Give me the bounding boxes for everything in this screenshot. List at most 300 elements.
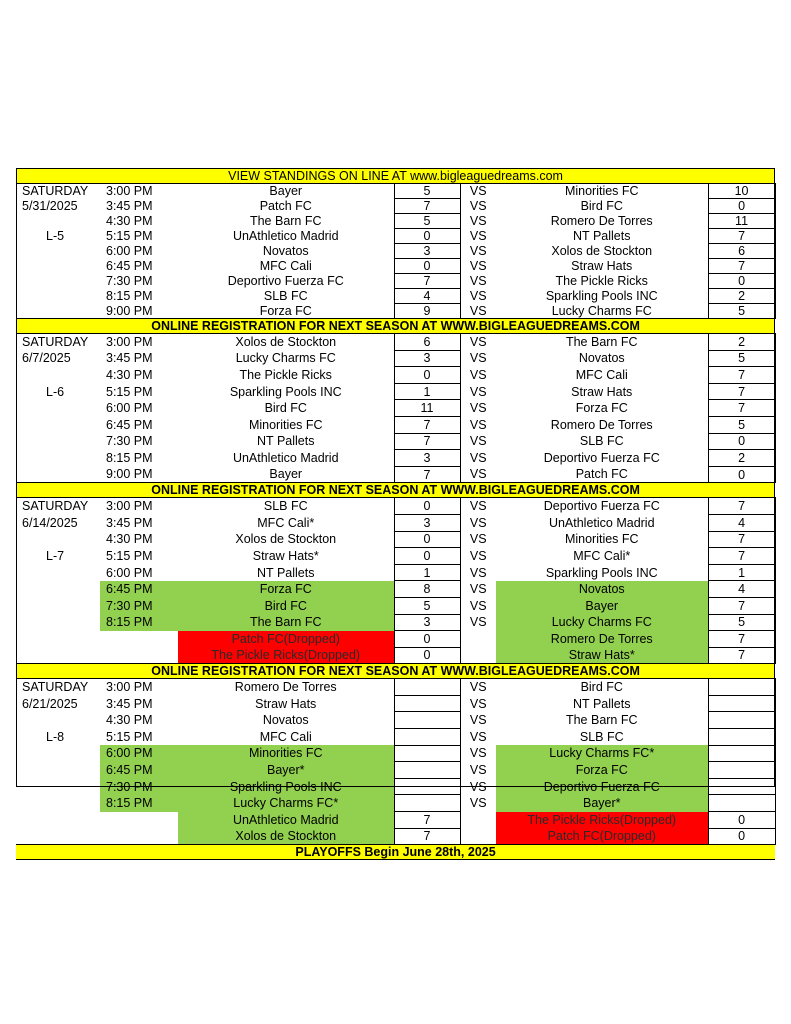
game-time: 9:00 PM (106, 467, 153, 482)
vs-label: VS (469, 515, 487, 530)
away-score: 4 (708, 514, 775, 531)
vs-label (460, 812, 496, 829)
away-score: 2 (708, 450, 775, 467)
home-team: Novatos (262, 244, 309, 258)
vs-label (460, 631, 496, 648)
home-score (394, 729, 460, 746)
home-score: 3 (394, 514, 460, 531)
away-score: 7 (708, 631, 775, 648)
vs-label (460, 828, 496, 845)
home-score: 5 (394, 597, 460, 614)
away-score: 5 (708, 350, 775, 367)
home-team: Patch FC (259, 199, 312, 213)
away-score: 2 (708, 334, 775, 351)
away-team: Novatos (578, 351, 625, 366)
home-score: 0 (394, 531, 460, 548)
home-team: Patch FC(Dropped) (178, 631, 394, 648)
home-team: MFC Cali* (257, 515, 315, 530)
game-row (16, 564, 775, 581)
vs-label: VS (469, 696, 487, 711)
home-score: 3 (394, 450, 460, 467)
away-team: Patch FC(Dropped) (496, 828, 708, 845)
home-team: Minorities FC (248, 417, 323, 432)
home-score: 7 (394, 828, 460, 845)
home-team: NT Pallets (257, 565, 315, 580)
home-score (394, 712, 460, 729)
week-date: 5/31/2025 (22, 199, 78, 213)
game-row (16, 531, 775, 548)
away-team: MFC Cali* (573, 548, 631, 563)
week-label-cell (16, 564, 100, 581)
away-score: 5 (708, 614, 775, 631)
away-team: Minorities FC (564, 532, 639, 547)
home-team: Forza FC (178, 581, 394, 598)
game-time (100, 828, 178, 845)
week-label-cell (16, 416, 100, 433)
away-team: Straw Hats (571, 259, 633, 273)
week-label-cell (16, 631, 100, 648)
home-team: Xolos de Stockton (178, 828, 394, 845)
home-score: 5 (394, 214, 460, 229)
away-score: 7 (708, 383, 775, 400)
home-score: 0 (394, 631, 460, 648)
game-row (16, 548, 775, 565)
game-time: 7:30 PM (100, 778, 178, 795)
registration-banner-text: ONLINE REGISTRATION FOR NEXT SEASON AT WWW.BIGLEAGUEDREAMS.COM (16, 483, 775, 498)
vs-label (460, 647, 496, 664)
away-score: 0 (708, 433, 775, 450)
game-row (16, 383, 775, 400)
home-team: Bird FC (264, 401, 307, 416)
home-score: 7 (394, 416, 460, 433)
vs-label: VS (469, 779, 487, 794)
registration-banner (16, 319, 775, 334)
week-league: L-8 (46, 729, 65, 744)
away-score (708, 745, 775, 762)
game-time: 3:45 PM (106, 199, 153, 213)
home-team: Sparkling Pools INC (229, 384, 342, 399)
away-team: NT Pallets (573, 696, 631, 711)
home-score: 3 (394, 614, 460, 631)
away-team: Deportivo Fuerza FC (543, 499, 660, 514)
week-label-cell (16, 450, 100, 467)
vs-label: VS (469, 244, 487, 258)
away-score: 0 (708, 812, 775, 829)
schedule-table (16, 168, 776, 860)
away-score (708, 729, 775, 746)
game-row (16, 729, 775, 746)
game-time (100, 631, 178, 648)
away-score: 7 (708, 647, 775, 664)
away-score: 5 (708, 304, 775, 319)
away-score: 4 (708, 581, 775, 598)
vs-label: VS (469, 532, 487, 547)
game-row (16, 450, 775, 467)
game-row (16, 416, 775, 433)
week-date: 6/21/2025 (22, 696, 78, 711)
week-day: SATURDAY (22, 680, 89, 695)
standings-banner (16, 169, 775, 184)
away-team: UnAthletico Madrid (548, 515, 655, 530)
game-row (16, 184, 775, 199)
away-score (708, 712, 775, 729)
game-time: 4:30 PM (106, 214, 153, 228)
game-row (16, 795, 775, 812)
home-score: 7 (394, 433, 460, 450)
away-score: 11 (708, 214, 775, 229)
home-score: 11 (394, 400, 460, 417)
playoffs-banner (16, 845, 775, 860)
home-score (394, 679, 460, 696)
week-label-cell (16, 304, 100, 319)
vs-label: VS (469, 384, 487, 399)
game-time: 5:15 PM (106, 384, 153, 399)
vs-label: VS (469, 615, 487, 630)
home-team: The Barn FC (249, 214, 322, 228)
away-team: Straw Hats* (496, 647, 708, 664)
vs-label: VS (469, 274, 487, 288)
home-team: Novatos (262, 713, 309, 728)
away-score: 7 (708, 597, 775, 614)
game-row (16, 289, 775, 304)
game-row (16, 812, 775, 829)
game-time: 5:15 PM (106, 729, 153, 744)
game-time: 8:15 PM (100, 795, 178, 812)
vs-label: VS (469, 450, 487, 465)
game-row (16, 581, 775, 598)
schedule-sheet (16, 168, 775, 860)
week-label-cell (16, 597, 100, 614)
home-team: Bayer* (178, 762, 394, 779)
home-team: Sparkling Pools INC (178, 778, 394, 795)
game-row (16, 367, 775, 384)
home-team: SLB FC (263, 289, 308, 303)
away-team: Straw Hats (571, 384, 633, 399)
week-label-cell (16, 581, 100, 598)
away-team: Romero De Torres (550, 417, 653, 432)
vs-label: VS (469, 289, 487, 303)
game-row (16, 778, 775, 795)
away-score: 7 (708, 229, 775, 244)
game-row (16, 498, 775, 515)
game-time: 3:00 PM (106, 680, 153, 695)
week-label-cell (16, 531, 100, 548)
home-team: Lucky Charms FC (235, 351, 336, 366)
game-row (16, 828, 775, 845)
game-row (16, 350, 775, 367)
week-day: SATURDAY (22, 499, 89, 514)
vs-label: VS (469, 680, 487, 695)
game-time: 8:15 PM (106, 289, 153, 303)
away-team: Lucky Charms FC* (496, 745, 708, 762)
game-row (16, 614, 775, 631)
game-row (16, 647, 775, 664)
away-score (708, 679, 775, 696)
away-team: Bird FC (580, 680, 623, 695)
away-score: 0 (708, 199, 775, 214)
week-label-cell (16, 259, 100, 274)
home-score: 0 (394, 229, 460, 244)
registration-banner (16, 483, 775, 498)
vs-label: VS (469, 548, 487, 563)
away-team: Novatos (496, 581, 708, 598)
away-team: Patch FC (575, 467, 628, 482)
away-score: 7 (708, 259, 775, 274)
game-time: 6:45 PM (106, 259, 153, 273)
week-label-cell (16, 647, 100, 664)
week-label-cell (16, 614, 100, 631)
week-league: L-6 (46, 384, 65, 399)
week-date: 6/14/2025 (22, 515, 78, 530)
vs-label: VS (469, 214, 487, 228)
week-league: L-5 (46, 229, 65, 243)
vs-label: VS (469, 434, 487, 449)
week-label-cell (16, 244, 100, 259)
home-team: UnAthletico Madrid (178, 812, 394, 829)
game-row (16, 631, 775, 648)
week-label-cell (16, 778, 100, 795)
home-score: 3 (394, 350, 460, 367)
home-team: UnAthletico Madrid (232, 229, 339, 243)
home-team: NT Pallets (257, 434, 315, 449)
away-team: Lucky Charms FC (496, 614, 708, 631)
game-time: 3:00 PM (106, 184, 153, 199)
game-time: 3:00 PM (106, 499, 153, 514)
away-team: Sparkling Pools INC (545, 289, 658, 303)
away-team: Romero De Torres (496, 631, 708, 648)
week-label-cell (16, 795, 100, 812)
week-label-cell (16, 466, 100, 483)
home-team: Xolos de Stockton (235, 335, 337, 350)
home-team: MFC Cali (259, 729, 312, 744)
vs-label: VS (469, 467, 487, 482)
standings-banner-text: VIEW STANDINGS ON LINE AT www.bigleaguedreams.com (16, 169, 775, 184)
home-score: 7 (394, 199, 460, 214)
home-team: Straw Hats* (252, 548, 319, 563)
game-row (16, 244, 775, 259)
home-score (394, 745, 460, 762)
game-row (16, 597, 775, 614)
registration-banner (16, 664, 775, 679)
home-score (394, 795, 460, 812)
away-score: 1 (708, 564, 775, 581)
game-time: 5:15 PM (106, 548, 153, 563)
vs-label: VS (469, 303, 487, 318)
home-score: 6 (394, 334, 460, 351)
home-team: SLB FC (263, 499, 308, 514)
game-row (16, 433, 775, 450)
away-team: Xolos de Stockton (551, 244, 653, 258)
game-time: 8:15 PM (106, 450, 153, 465)
away-team: Bird FC (580, 199, 623, 213)
home-score: 0 (394, 548, 460, 565)
game-time: 7:30 PM (106, 434, 153, 449)
home-score: 8 (394, 581, 460, 598)
home-team: Deportivo Fuerza FC (227, 274, 344, 288)
home-score: 0 (394, 647, 460, 664)
away-team: Forza FC (575, 401, 628, 416)
game-row (16, 679, 775, 696)
home-team: Bayer (269, 184, 303, 199)
vs-label: VS (469, 259, 487, 273)
game-time: 6:00 PM (106, 401, 153, 416)
away-score (708, 762, 775, 779)
week-league: L-7 (46, 548, 65, 563)
home-score: 1 (394, 383, 460, 400)
away-score: 6 (708, 244, 775, 259)
home-score: 9 (394, 304, 460, 319)
away-team: Forza FC (496, 762, 708, 779)
game-time: 6:45 PM (100, 762, 178, 779)
home-score (394, 778, 460, 795)
game-row (16, 274, 775, 289)
registration-banner-text: ONLINE REGISTRATION FOR NEXT SEASON AT WWW.BIGLEAGUEDREAMS.COM (16, 664, 775, 679)
home-score: 1 (394, 564, 460, 581)
game-time: 3:45 PM (106, 351, 153, 366)
registration-banner-text: ONLINE REGISTRATION FOR NEXT SEASON AT WWW.BIGLEAGUEDREAMS.COM (16, 319, 775, 334)
home-team: Straw Hats (255, 696, 317, 711)
home-score: 3 (394, 244, 460, 259)
vs-label: VS (469, 199, 487, 213)
home-team: MFC Cali (259, 259, 312, 273)
home-score: 4 (394, 289, 460, 304)
game-row (16, 466, 775, 483)
week-label-cell (16, 400, 100, 417)
week-date: 6/7/2025 (22, 351, 71, 366)
game-row (16, 745, 775, 762)
home-score: 7 (394, 466, 460, 483)
home-score (394, 695, 460, 712)
week-label-cell (16, 712, 100, 729)
away-team: Romero De Torres (550, 214, 653, 228)
home-score: 5 (394, 184, 460, 199)
away-score: 7 (708, 548, 775, 565)
away-team: Deportivo Fuerza FC (496, 778, 708, 795)
away-team: NT Pallets (573, 229, 631, 243)
game-time: 4:30 PM (106, 532, 153, 547)
home-score: 7 (394, 812, 460, 829)
home-score: 0 (394, 498, 460, 515)
away-team: The Pickle Ricks(Dropped) (496, 812, 708, 829)
home-score: 0 (394, 259, 460, 274)
vs-label: VS (469, 351, 487, 366)
game-time: 3:45 PM (106, 515, 153, 530)
away-score: 5 (708, 416, 775, 433)
game-row (16, 712, 775, 729)
away-team: Bayer (496, 597, 708, 614)
game-time: 3:45 PM (106, 696, 153, 711)
away-score: 0 (708, 274, 775, 289)
away-score: 7 (708, 367, 775, 384)
home-team: Xolos de Stockton (235, 532, 337, 547)
week-label-cell (16, 745, 100, 762)
week-day: SATURDAY (22, 184, 89, 199)
week-label-cell (16, 828, 100, 845)
away-team: The Barn FC (565, 335, 638, 350)
away-score: 2 (708, 289, 775, 304)
week-day: SATURDAY (22, 335, 89, 350)
game-time: 6:00 PM (106, 244, 153, 258)
vs-label: VS (469, 367, 487, 382)
home-team: Forza FC (259, 303, 312, 318)
week-label-cell (16, 762, 100, 779)
home-team: The Pickle Ricks (239, 367, 332, 382)
away-score (708, 695, 775, 712)
home-team: Romero De Torres (234, 680, 337, 695)
away-team: SLB FC (579, 434, 624, 449)
away-score (708, 778, 775, 795)
home-team: Minorities FC (178, 745, 394, 762)
game-time: 5:15 PM (106, 229, 153, 243)
game-time: 6:00 PM (106, 565, 153, 580)
away-score (708, 795, 775, 812)
home-score: 0 (394, 367, 460, 384)
home-team: Bayer (269, 467, 303, 482)
vs-label: VS (469, 565, 487, 580)
home-team: The Pickle Ricks(Dropped) (178, 647, 394, 664)
vs-label: VS (469, 499, 487, 514)
game-time: 7:30 PM (106, 274, 153, 288)
game-row (16, 400, 775, 417)
vs-label: VS (469, 229, 487, 243)
game-row (16, 762, 775, 779)
game-time: 4:30 PM (106, 713, 153, 728)
vs-label: VS (469, 335, 487, 350)
away-score: 7 (708, 498, 775, 515)
home-score: 7 (394, 274, 460, 289)
vs-label: VS (469, 598, 487, 613)
game-row (16, 229, 775, 244)
away-team: The Barn FC (565, 713, 638, 728)
home-score (394, 762, 460, 779)
game-row (16, 304, 775, 319)
vs-label: VS (469, 713, 487, 728)
away-score: 10 (708, 184, 775, 199)
game-time (100, 647, 178, 664)
game-time: 9:00 PM (106, 303, 153, 318)
home-team: Lucky Charms FC* (178, 795, 394, 812)
vs-label: VS (469, 746, 487, 761)
game-row (16, 514, 775, 531)
week-label-cell (16, 274, 100, 289)
week-label-cell (16, 367, 100, 384)
away-score: 7 (708, 400, 775, 417)
home-team: The Barn FC (178, 614, 394, 631)
vs-label: VS (469, 729, 487, 744)
game-time: 4:30 PM (106, 367, 153, 382)
away-team: Sparkling Pools INC (545, 565, 658, 580)
game-row (16, 695, 775, 712)
away-team: MFC Cali (575, 367, 628, 382)
game-time: 6:45 PM (106, 417, 153, 432)
vs-label: VS (469, 582, 487, 597)
away-team: The Pickle Ricks (555, 274, 648, 288)
week-label-cell (16, 812, 100, 829)
game-time: 6:45 PM (100, 581, 178, 598)
week-label-cell (16, 433, 100, 450)
away-team: Lucky Charms FC (551, 303, 652, 318)
game-time (100, 812, 178, 829)
away-team: Bayer* (496, 795, 708, 812)
away-score: 0 (708, 828, 775, 845)
away-score: 7 (708, 531, 775, 548)
game-time: 3:00 PM (106, 335, 153, 350)
game-time: 7:30 PM (100, 597, 178, 614)
game-row (16, 199, 775, 214)
vs-label: VS (469, 796, 487, 811)
vs-label: VS (469, 417, 487, 432)
week-label-cell (16, 214, 100, 229)
